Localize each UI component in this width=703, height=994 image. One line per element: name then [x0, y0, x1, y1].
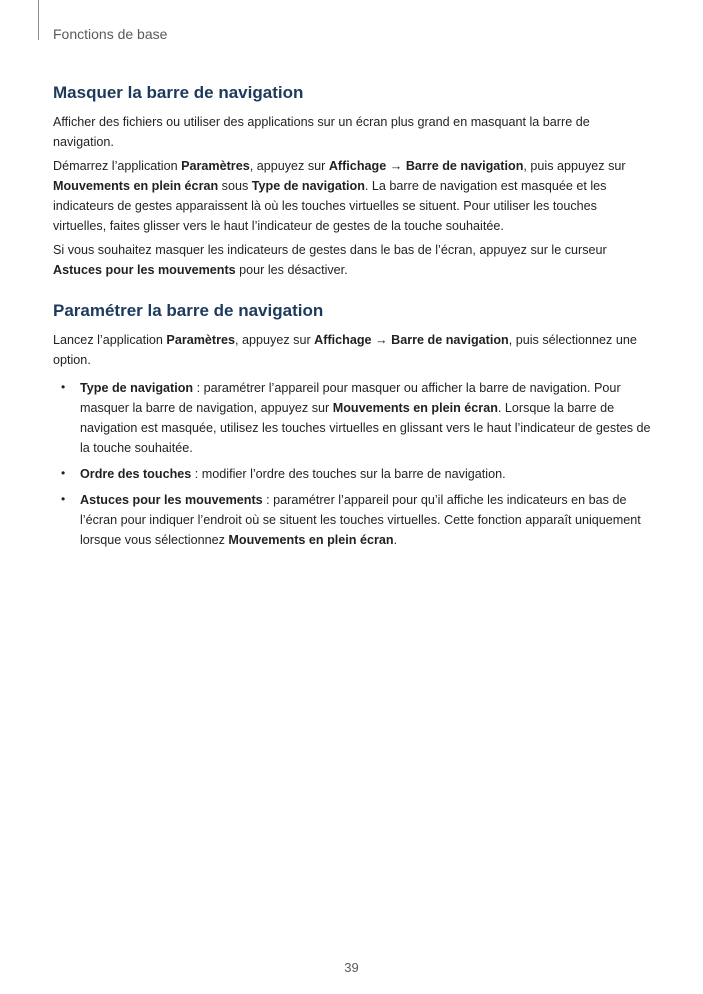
- paragraph-hide-gestures: Si vous souhaitez masquer les indicateurs de gestes dans le bas de l’écran, appuyez sur le curseur Astuces pour les mouvements pour les désactiver.: [53, 243, 607, 277]
- bullet-icon: •: [61, 492, 66, 506]
- term-parametres: Paramètres: [181, 159, 250, 173]
- term-affichage: Affichage: [314, 333, 372, 347]
- term-mouvements-plein-ecran: Mouvements en plein écran: [53, 179, 219, 193]
- page-number: 39: [344, 960, 359, 975]
- term-type-navigation: Type de navigation: [251, 179, 365, 193]
- paragraph-intro: Afficher des fichiers ou utiliser des applications sur un écran plus grand en masquant la barre de navigation.: [53, 115, 590, 149]
- term-parametres: Paramètres: [166, 333, 236, 347]
- arrow-glyph: →: [371, 333, 392, 347]
- header-rule: [38, 0, 39, 40]
- section-title-configure-navbar: Paramétrer la barre de navigation: [53, 301, 324, 320]
- arrow-glyph: →: [386, 159, 406, 173]
- running-header: Fonctions de base: [53, 26, 168, 42]
- list-item-type-navigation: • Type de navigation : paramétrer l’appareil pour masquer ou afficher la barre de navigation. Pour masquer la barre de navigation, appuyez sur Mouvements en plein écran. Lorsque la barre de navigation est masquée, utilisez les touches virtuelles en glissant vers le haut l’indicateur de gestes de la touche souhaitée.: [53, 378, 653, 458]
- term-astuces-mouvements: Astuces pour les mouvements: [53, 263, 236, 277]
- page-content: [53, 82, 653, 556]
- term-barre-navigation: Barre de navigation: [405, 159, 524, 173]
- bullet-icon: •: [61, 380, 66, 394]
- options-list: [53, 378, 653, 550]
- bullet-icon: •: [61, 466, 66, 480]
- paragraph-steps: Démarrez l’application Paramètres, appuyez sur Affichage → Barre de navigation, puis appuyez sur Mouvements en plein écran sous Type de navigation. La barre de navigation est masquée et les indicateurs de gestes apparaissent là où les touches virtuelles se situent. Pour utiliser les touches virtuelles, faites glisser vers le haut l’indicateur de gestes de la touche souhaitée.: [53, 159, 626, 233]
- section-title-hide-navbar: Masquer la barre de navigation: [53, 83, 304, 102]
- list-item-astuces-mouvements: • Astuces pour les mouvements : paramétrer l’appareil pour qu’il affiche les indicateurs en bas de l’écran pour indiquer l’endroit où se situent les touches virtuelles. Cette fonction apparaît uniquement lorsque vous sélectionnez Mouvements en plein écran.: [53, 490, 653, 550]
- term-barre-navigation: Barre de navigation: [391, 333, 509, 347]
- term-affichage: Affichage: [328, 159, 387, 173]
- paragraph-configure: Lancez l’application Paramètres, appuyez sur Affichage → Barre de navigation, puis sélectionnez une option.: [53, 333, 637, 367]
- list-item-ordre-touches: • Ordre des touches : modifier l’ordre des touches sur la barre de navigation.: [53, 464, 653, 484]
